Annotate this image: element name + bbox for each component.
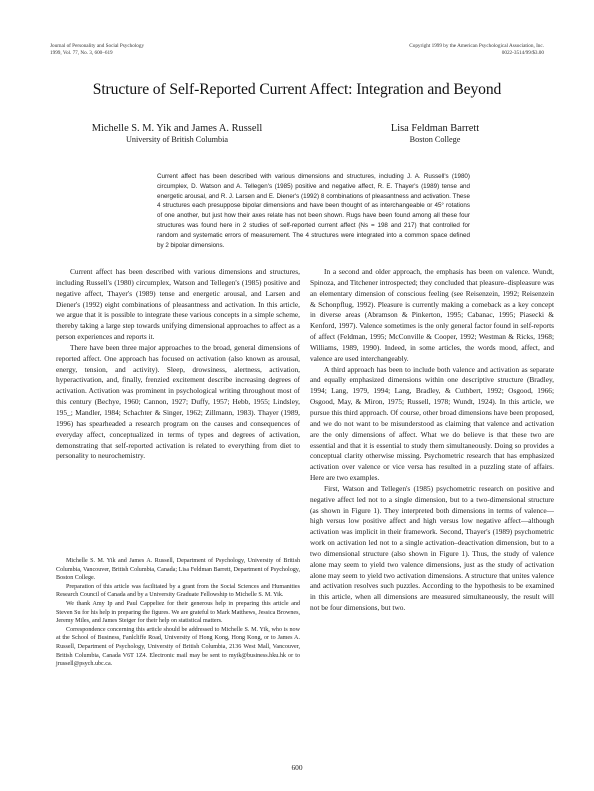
article-title: Structure of Self-Reported Current Affect: Integration and Beyond bbox=[92, 81, 502, 98]
author-names: Lisa Feldman Barrett bbox=[390, 123, 480, 134]
body-paragraph: A third approach has been to include both valence and activation as separate and equally emphasized dimensions within one descriptive structure (Bradley, 1994; Lang, 1979, 1994; Lang, Bradley, & Cuthbert, 1992; Osgood, 1966; Osgood, May, & Miron, 1975; Russell, 1978; Wundt, 1924). In this article, we pursue this third approach. Of course, other broad dimensions have been proposed, and we do not want to be misunderstood as claiming that valence and activation are the only dimensions of affect. What we do believe is that these two are essential and that it is essential to study them simultaneously. Doing so provides a conceptual clarity otherwise missing. Psychometric research that has emphasized activation over valence or vice versa has resulted in a puzzling state of affairs. Here are two examples. bbox=[310, 364, 554, 483]
body-paragraph: First, Watson and Tellegen's (1985) psychometric research on positive and negative affect led not to a single dimension, but to a two-dimensional structure (as shown in Figure 1). They interpreted both dimensions in terms of valence—high versus low positive affect and high versus low negative affect—although activation was implicit in their framework. Second, Thayer's (1989) psychometric work on activation led not to a single activation–deactivation dimension, but to a two dimensional structure (also shown in Figure 1). Thus, the study of valence alone may seem to yield two valence dimensions, just as the study of activation alone may seem to yield two activation dimensions. A structure that unites valence and activation resolves such puzzles. According to the hypothesis to be examined in this article, when all dimensions are measured simultaneously, the result will not be four dimensions, but two. bbox=[310, 483, 554, 613]
issn-price: 0022-3514/99/$3.00 bbox=[501, 49, 544, 56]
footnote-paragraph: Michelle S. M. Yik and James A. Russell, Department of Psychology, University of British Columbia, Vancouver, British Columbia, Canada; Lisa Feldman Barrett, Department of Psychology, Boston College. bbox=[56, 558, 300, 582]
body-paragraph: There have been three major approaches to the broad, general dimensions of reported affect. One approach has focused on activation (also known as arousal, energy, tension, and activity). Sleep, drowsiness, alertness, activation, hyperactivation, and, finally, frenzied excitement describe increasing degrees of activation. Activation was prominent in psychological writing throughout most of this century (Bechye, 1960; Cannon, 1927; Duffy, 1957; Hebb, 1955; Lindsley, 195_; Mandler, 1984; Schachter & Singer, 1962; Zillmann, 1983). Thayer (1989, 1996) has spearheaded a research program on the causes and consequences of everyday affect, conceptualized in terms of types and degrees of activation, demonstrating that self-reported activation is related to everything from diet to personality to neurochemistry. bbox=[56, 342, 300, 461]
copyright-text: Copyright 1999 by the American Psychological Association, Inc. bbox=[409, 43, 544, 49]
copyright-notice bbox=[409, 43, 544, 56]
body-paragraph: In a second and older approach, the emphasis has been on valence. Wundt, Spinoza, and Titchener introspected; they concluded that pleasure–displeasure was an elementary dimension of conscious feeling (see Reisenzein, 1992; Reisenzein & Schonpflug, 1992). Pleasure is currently making a comeback as a key concept in diverse areas (Abramson & Pinkerton, 1995; Cabanac, 1995; Piasecki & Kenford, 1997). Valence sometimes is the only general factor found in self-reports of affect (Feldman, 1995; McConville & Cooper, 1992; Westman & Ricks, 1968; Williams, 1989, 1990). Indeed, in some articles, the words mood, affect, and valence are used interchangeably. bbox=[310, 267, 554, 363]
footnote-paragraph: Correspondence concerning this article should be addressed to Michelle S. M. Yik, who is now at the School of Business, Fanlcliffe Road, University of Hong Kong, Hong Kong, or to James A. Russell, Department of Psychology, University of British Columbia, 2136 West Mall, Vancouver, British Columbia, Canada V6T 1Z4. Electronic mail may be sent to myik@business.hku.hk or to jrussell@psych.ubc.ca. bbox=[56, 626, 300, 668]
body-paragraph: Current affect has been described with various dimensions and structures, including Russell's (1980) circumplex, Watson and Tellegen's (1985) positive and negative affect, Thayer's (1989) tense and energetic arousal, and Larsen and Diener's (1992) eight combinations of pleasantness and activation. In this article, we argue that it is possible to integrate these various concepts in a simple scheme, thereby taking a large step towards unifying dimensional approaches to affect as a person experiences and reports it. bbox=[56, 267, 300, 342]
footnote-paragraph: Preparation of this article was facilitated by a grant from the Social Sciences and Humanities Research Council of Canada and by a University Graduate Fellowship to Michelle S. M. Yik. bbox=[56, 583, 300, 599]
journal-citation bbox=[50, 43, 144, 56]
author-names: Michelle S. M. Yik and James A. Russell bbox=[91, 123, 263, 134]
page-number: 600 bbox=[291, 763, 303, 772]
author-block-1 bbox=[72, 123, 282, 145]
author-affiliation: University of British Columbia bbox=[125, 135, 229, 144]
footnote-paragraph: We thank Amy Ip and Paul Cappeliez for their generous help in preparing this article and Steven Su for his help in preparing the figures. We are grateful to Mark Matthews, Jessica Brownes, Jeremy Miles, and James Steiger for their help on statistical matters. bbox=[56, 600, 300, 625]
author-block-2 bbox=[360, 123, 510, 145]
abstract: Current affect has been described with various dimensions and structures, including J. A. Russell's (1980) circumplex, D. Watson and A. Tellegen's (1985) positive and negative affect, R. E. Thayer's (1989) tense and energetic arousal, and R. J. Larsen and E. Diener's (1992) 8 combinations of pleasantness and activation. These 4 structures each presuppose bipolar dimensions and have been thought of as interchangeable or 45° rotations of one another, but just how their axes relate has not been shown. Rugs have been found among all these four structures was found here in 2 studies of self-reported current affect (Ns = 198 and 217) that controlled for random and systematic errors of measurement. The 4 structures were integrated into a common space defined by 2 bipolar dimensions. bbox=[157, 173, 470, 249]
author-note bbox=[56, 557, 300, 669]
body-column-left bbox=[56, 267, 300, 462]
journal-volume: 1999, Vol. 77, No. 3, 600–619 bbox=[50, 49, 113, 56]
journal-name: Journal of Personality and Social Psychology bbox=[50, 43, 145, 49]
body-column-right bbox=[310, 267, 554, 614]
author-affiliation: Boston College bbox=[409, 135, 461, 144]
